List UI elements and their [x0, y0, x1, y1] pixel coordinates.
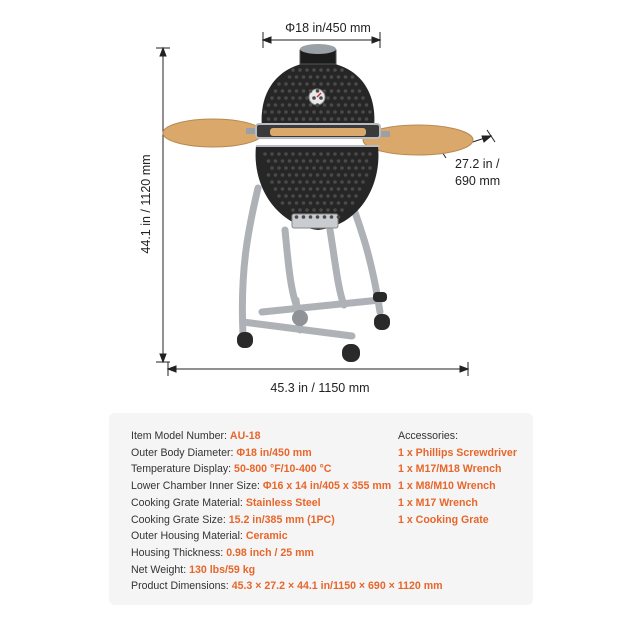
spec-value: Φ16 x 14 in/405 x 355 mm	[262, 480, 392, 493]
dome-dimple	[319, 166, 323, 170]
dome-dimple	[326, 194, 330, 198]
dome-dimple	[291, 208, 295, 212]
dome-dimple	[298, 110, 302, 114]
dome-dimple	[277, 96, 281, 100]
dome-dimple	[316, 173, 320, 177]
dome-dimple	[263, 110, 267, 114]
dome-dimple	[305, 96, 309, 100]
dome-dimple	[361, 166, 365, 170]
dome-dimple	[309, 201, 313, 205]
dome-dimple	[312, 152, 316, 156]
dome-dimple	[281, 201, 285, 205]
dome-dimple	[323, 117, 327, 121]
dome-dimple	[330, 201, 334, 205]
dome-dimple	[291, 82, 295, 86]
dome-dimple	[281, 159, 285, 163]
dome-dimple	[284, 180, 288, 184]
accessories-title: Accessories:	[398, 430, 459, 442]
stand-joints	[292, 310, 308, 326]
dome-dimple	[270, 152, 274, 156]
dome-dimple	[270, 180, 274, 184]
dome-dimple	[351, 159, 355, 163]
accessory-item: 1 x Phillips Screwdriver	[398, 446, 517, 459]
dome-dimple	[326, 68, 330, 72]
dome-dimple	[302, 117, 306, 121]
dome-dimple	[295, 173, 299, 177]
dome-dimple	[309, 159, 313, 163]
dome-dimple	[358, 89, 362, 93]
dome-dimple	[323, 215, 327, 219]
accessories-list	[398, 428, 517, 528]
dome-dimple	[323, 89, 327, 93]
dome-dimple	[284, 152, 288, 156]
dome-dimple	[277, 194, 281, 198]
dome-dimple	[295, 117, 299, 121]
dome-dimple	[312, 96, 316, 100]
dome-dimple	[312, 68, 316, 72]
dome-dimple	[270, 96, 274, 100]
dome-dimple	[319, 152, 323, 156]
dome-dimple	[291, 194, 295, 198]
diameter-dimension: Φ18 in/450 mm	[285, 21, 371, 35]
dome-dimple	[333, 194, 337, 198]
dome-dimple	[337, 159, 341, 163]
dome-dimple	[358, 173, 362, 177]
dome-dimple	[274, 187, 278, 191]
dome-dimple	[288, 173, 292, 177]
dome-dimple	[351, 117, 355, 121]
dome-dimple	[284, 82, 288, 86]
dome-dimple	[326, 96, 330, 100]
dome-dimple	[337, 89, 341, 93]
dome-dimple	[302, 75, 306, 79]
dome-dimple	[305, 166, 309, 170]
dome-dimple	[295, 215, 299, 219]
dome-dimple	[358, 103, 362, 107]
dome-dimple	[351, 75, 355, 79]
dome-dimple	[365, 103, 369, 107]
dome-dimple	[337, 201, 341, 205]
dome-dimple	[319, 82, 323, 86]
spec-label: Item Model Number:	[131, 430, 230, 442]
dome-dimple	[288, 75, 292, 79]
dome-dimple	[298, 166, 302, 170]
dome-dimple	[298, 68, 302, 72]
dome-dimple	[323, 103, 327, 107]
dome-dimple	[267, 117, 271, 121]
dome-dimple	[333, 166, 337, 170]
dome-dimple	[295, 89, 299, 93]
dome-dimple	[340, 194, 344, 198]
spec-list	[131, 428, 443, 595]
dome-dimple	[340, 96, 344, 100]
dome-dimple	[347, 96, 351, 100]
dome-dimple	[316, 187, 320, 191]
dome-dimple	[354, 96, 358, 100]
dome-dimple	[316, 75, 320, 79]
dome-dimple	[309, 117, 313, 121]
spec-label: Net Weight:	[131, 563, 190, 576]
dome-dimple	[319, 194, 323, 198]
dome-dimple	[368, 166, 372, 170]
dome-dimple	[291, 96, 295, 100]
dome-dimple	[347, 110, 351, 114]
spec-row-housing-material	[131, 528, 443, 545]
dome-dimple	[270, 166, 274, 170]
dome-dimple	[267, 173, 271, 177]
dome-dimple	[305, 68, 309, 72]
dome-dimple	[277, 82, 281, 86]
dome-dimple	[302, 187, 306, 191]
spec-value: 15.2 in/385 mm (1PC)	[228, 513, 335, 526]
dome-dimple	[319, 68, 323, 72]
spec-value: Stainless Steel	[245, 496, 321, 509]
dome-dimple	[319, 110, 323, 114]
dome-dimple	[281, 187, 285, 191]
width-dimension: 45.3 in / 1150 mm	[270, 381, 370, 395]
dome-dimple	[368, 152, 372, 156]
dome-dimple	[284, 96, 288, 100]
spec-label: Temperature Display:	[131, 463, 235, 476]
dome-dimple	[305, 180, 309, 184]
dome-dimple	[298, 152, 302, 156]
dome-dimple	[354, 110, 358, 114]
spec-label: Cooking Grate Material:	[131, 496, 246, 509]
spec-row-dimensions	[131, 578, 443, 595]
dome-dimple	[288, 117, 292, 121]
dome-dimple	[365, 173, 369, 177]
dome-dimple	[316, 117, 320, 121]
dome-dimple	[344, 89, 348, 93]
dome-dimple	[323, 201, 327, 205]
dome-dimple	[344, 187, 348, 191]
spec-row-grate-material	[131, 495, 443, 512]
dome-dimple	[319, 208, 323, 212]
dome-dimple	[344, 173, 348, 177]
dome-dimple	[277, 166, 281, 170]
dome-dimple	[302, 173, 306, 177]
dome-dimple	[316, 215, 320, 219]
dome-dimple	[344, 159, 348, 163]
dome-dimple	[298, 180, 302, 184]
dome-dimple	[358, 159, 362, 163]
spec-label: Product Dimensions:	[131, 580, 232, 593]
accessory-item: 1 x M8/M10 Wrench	[398, 480, 496, 493]
dome-dimple	[281, 89, 285, 93]
dome-dimple	[291, 180, 295, 184]
dome-dimple	[340, 68, 344, 72]
dome-dimple	[337, 187, 341, 191]
dome-dimple	[326, 152, 330, 156]
dome-dimple	[291, 68, 295, 72]
dome-dimple	[309, 215, 313, 219]
dome-dimple	[281, 103, 285, 107]
dome-dimple	[330, 173, 334, 177]
dome-dimple	[326, 110, 330, 114]
accessory-item: 1 x Cooking Grate	[398, 513, 489, 526]
dome-dimple	[312, 110, 316, 114]
dome-dimple	[358, 187, 362, 191]
dome-dimple	[365, 117, 369, 121]
dome-dimple	[330, 89, 334, 93]
dome-dimple	[288, 89, 292, 93]
spec-value: 45.3 × 27.2 × 44.1 in/1150 × 690 × 1120 mm	[231, 580, 443, 593]
spec-row-weight	[131, 562, 443, 579]
spec-label: Outer Body Diameter:	[131, 446, 237, 459]
dome-dimple	[274, 173, 278, 177]
dome-dimple	[333, 96, 337, 100]
dome-dimple	[312, 208, 316, 212]
dome-dimple	[365, 159, 369, 163]
dome-dimple	[288, 187, 292, 191]
dome-dimple	[340, 110, 344, 114]
dome-dimple	[277, 180, 281, 184]
dome-dimple	[305, 110, 309, 114]
dome-dimple	[354, 82, 358, 86]
dome-dimple	[284, 194, 288, 198]
dome-dimple	[281, 173, 285, 177]
accessory-item: 1 x M17/M18 Wrench	[398, 463, 502, 476]
dome-dimple	[337, 173, 341, 177]
dome-dimple	[330, 159, 334, 163]
dome-dimple	[330, 75, 334, 79]
spec-row-temperature	[131, 461, 443, 478]
dome-dimple	[298, 96, 302, 100]
dome-dimple	[274, 117, 278, 121]
spec-value: 0.98 inch / 25 mm	[226, 546, 314, 559]
grill-handle	[270, 128, 366, 136]
spec-label: Outer Housing Material:	[131, 530, 246, 543]
dome-dimple	[295, 187, 299, 191]
dome-dimple	[330, 103, 334, 107]
dome-dimple	[263, 152, 267, 156]
dome-dimple	[309, 89, 313, 93]
spec-row-model	[131, 428, 443, 445]
dome-dimple	[309, 187, 313, 191]
dome-dimple	[323, 159, 327, 163]
dome-dimple	[344, 201, 348, 205]
dome-dimple	[337, 75, 341, 79]
dome-dimple	[354, 194, 358, 198]
dome-dimple	[340, 208, 344, 212]
dome-dimple	[312, 82, 316, 86]
dome-dimple	[351, 187, 355, 191]
dome-dimple	[316, 201, 320, 205]
dome-dimple	[333, 110, 337, 114]
dome-dimple	[351, 103, 355, 107]
dome-dimple	[316, 89, 320, 93]
dome-dimple	[274, 159, 278, 163]
spec-row-thickness	[131, 545, 443, 562]
dome-dimple	[298, 82, 302, 86]
spec-label: Housing Thickness:	[131, 546, 227, 559]
spec-value: 50-800 °F/10-400 °C	[234, 463, 332, 476]
dome-dimple	[347, 166, 351, 170]
dome-dimple	[354, 152, 358, 156]
dome-dimple	[333, 82, 337, 86]
dome-dimple	[337, 103, 341, 107]
dome-dimple	[277, 110, 281, 114]
spec-value: 130 lbs/59 kg	[189, 563, 256, 576]
dome-dimple	[295, 159, 299, 163]
dome-dimple	[309, 103, 313, 107]
spec-row-chamber-size	[131, 478, 443, 495]
dome-dimple	[302, 89, 306, 93]
dome-dimple	[323, 187, 327, 191]
dome-dimple	[312, 194, 316, 198]
dome-dimple	[270, 110, 274, 114]
dome-dimple	[361, 96, 365, 100]
dome-dimple	[305, 82, 309, 86]
dome-dimple	[305, 208, 309, 212]
dome-dimple	[295, 75, 299, 79]
dome-dimple	[326, 82, 330, 86]
dome-dimple	[358, 117, 362, 121]
spec-value: Ceramic	[245, 530, 288, 543]
dome-dimple	[284, 110, 288, 114]
dome-dimple	[330, 117, 334, 121]
dome-dimple	[344, 103, 348, 107]
dome-dimple	[316, 103, 320, 107]
spec-value: Φ18 in/450 mm	[236, 446, 312, 459]
dome-dimple	[344, 117, 348, 121]
accessory-item: 1 x M17 Wrench	[398, 496, 478, 509]
dome-dimple	[326, 180, 330, 184]
dome-dimple	[361, 180, 365, 184]
dome-dimple	[298, 194, 302, 198]
dome-dimple	[281, 117, 285, 121]
dome-dimple	[288, 159, 292, 163]
dome-dimple	[309, 75, 313, 79]
depth-dimension	[455, 156, 500, 190]
dome-dimple	[330, 215, 334, 219]
dome-dimple	[288, 201, 292, 205]
dome-dimple	[309, 173, 313, 177]
dome-dimple	[302, 201, 306, 205]
dome-dimple	[288, 103, 292, 107]
dome-dimple	[330, 187, 334, 191]
dome-dimple	[340, 166, 344, 170]
spec-label: Cooking Grate Size:	[131, 513, 229, 526]
dome-dimple	[319, 96, 323, 100]
dome-dimple	[295, 201, 299, 205]
dome-dimple	[305, 152, 309, 156]
dome-dimple	[368, 110, 372, 114]
dome-dimple	[337, 117, 341, 121]
dome-dimple	[347, 82, 351, 86]
dome-dimple	[267, 159, 271, 163]
dome-dimple	[316, 159, 320, 163]
dome-dimple	[291, 152, 295, 156]
dome-dimple	[274, 103, 278, 107]
dome-dimple	[305, 194, 309, 198]
dome-dimple	[351, 201, 355, 205]
dome-dimple	[351, 89, 355, 93]
dome-dimple	[361, 152, 365, 156]
dome-dimple	[277, 152, 281, 156]
dome-dimple	[323, 173, 327, 177]
depth-dimension-line2: 690 mm	[455, 174, 501, 188]
dome-dimple	[312, 166, 316, 170]
dome-dimple	[340, 82, 344, 86]
dome-dimple	[323, 75, 327, 79]
spec-value: AU-18	[229, 430, 261, 442]
dome-dimple	[274, 89, 278, 93]
dome-dimple	[291, 166, 295, 170]
dome-dimple	[298, 208, 302, 212]
dome-dimple	[312, 180, 316, 184]
dome-dimple	[347, 194, 351, 198]
spec-label: Lower Chamber Inner Size:	[131, 480, 263, 493]
dome-dimple	[333, 180, 337, 184]
dome-dimple	[326, 208, 330, 212]
dome-dimple	[354, 180, 358, 184]
dome-dimple	[326, 166, 330, 170]
dome-dimple	[347, 180, 351, 184]
dome-dimple	[267, 103, 271, 107]
dome-dimple	[361, 110, 365, 114]
depth-dimension-line1: 27.2 in /	[455, 157, 500, 171]
dome-dimple	[333, 208, 337, 212]
dome-dimple	[295, 103, 299, 107]
dome-dimple	[319, 180, 323, 184]
dome-dimple	[354, 166, 358, 170]
dome-dimple	[291, 110, 295, 114]
spec-row-grate-size	[131, 512, 443, 529]
dome-dimple	[340, 180, 344, 184]
dome-dimple	[333, 152, 337, 156]
dome-dimple	[344, 75, 348, 79]
height-dimension: 44.1 in / 1120 mm	[139, 154, 153, 254]
dome-dimple	[333, 68, 337, 72]
dome-dimple	[337, 215, 341, 219]
dome-dimple	[347, 152, 351, 156]
dome-dimple	[302, 103, 306, 107]
dome-dimple	[340, 152, 344, 156]
dome-dimple	[351, 173, 355, 177]
dome-dimple	[302, 215, 306, 219]
dome-dimple	[284, 166, 288, 170]
spec-row-diameter	[131, 445, 443, 462]
dome-dimple	[302, 159, 306, 163]
